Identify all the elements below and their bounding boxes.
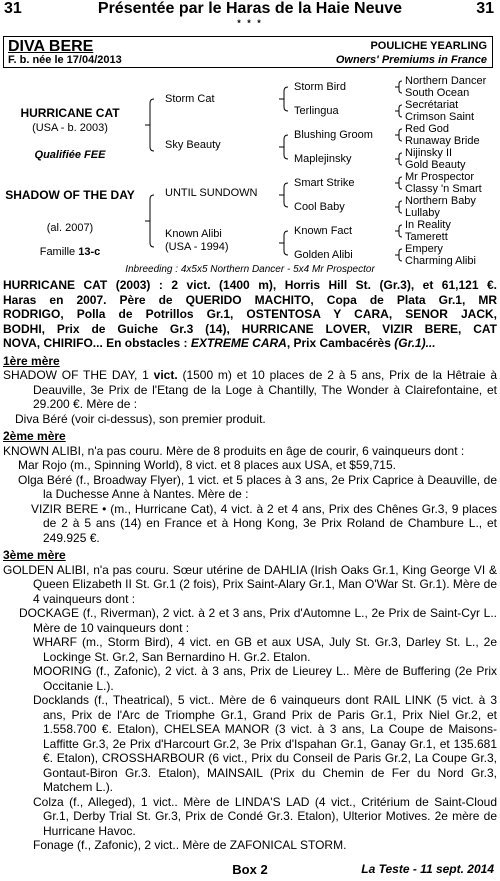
ped-g2-4-info: (USA - 1994) — [165, 241, 229, 253]
dam-1-produce: Diva Béré (voir ci-dessus), son premier produit. — [15, 411, 266, 426]
family-number: 13-c — [78, 246, 101, 258]
dam-name: SHADOW OF THE DAY — [5, 188, 135, 202]
ped-g4-16: Charming Alibi — [405, 255, 476, 267]
dam-info: (al. 2007) — [46, 222, 94, 234]
sire-qualification: Qualifiée FEE — [34, 149, 106, 161]
dam-2-produce-2: Olga Béré (f., Broadway Flyer), 1 vict. et 5 places à 3 ans, 2e Prix Caprice à Deauville, de la Duchesse Anne à Nantes. Mère de : — [18, 472, 497, 501]
ped-g4-12: Lullaby — [405, 207, 440, 219]
ped-g3-7: Known Fact — [294, 225, 353, 237]
dam-1-paragraph: SHADOW OF THE DAY, 1 vict. (1500 m) et 10 places de 2 à 5 ans, Prix de la Hêtraie à Deauville, 3e Prix de l'Etang de la Loge à Chantilly, The Wonder à Clairefontaine, et 29.200 €. Mère de : — [3, 368, 497, 411]
dam-3-paragraph: GOLDEN ALIBI, n'a pas couru. Sœur utérine de DAHLIA (Irish Oaks Gr.1, King George VI & Queen Elizabeth II St. Gr.1 (2 fois), Prix Saint-Alary Gr.1, Man O'War St. Gr.1). Mère de 4 vainqueurs dont : — [3, 562, 497, 606]
ped-g3-4: Maplejinsky — [294, 153, 352, 165]
sire-info: (USA - b. 2003) — [32, 122, 108, 134]
ped-g3-2: Terlingua — [294, 105, 339, 117]
pedigree-table — [0, 70, 500, 266]
sire-name: HURRICANE CAT — [20, 106, 120, 120]
sire-paragraph: HURRICANE CAT (2003) : 2 vict. (1400 m), Horris Hill St. (Gr.3), et 61,121 €. Haras en 2007. Père de QUERIDO MACHITO, Copa de Plata Gr.1, MR RODRIGO, Polla de Potrillos Gr.1, OSTENTOSA Y CARA, SENOR JACK, BODHI, Prix de Guiche Gr.3 (14), HURRICANE LOVER, VIZIR BERE, CAT NOVA, CHIRIFO... En obstacles : EXTREME CARA, Prix Cambacérès (Gr.1)... — [3, 278, 497, 350]
header-stars: * * * — [237, 18, 263, 28]
ped-g4-1: Northern Dancer — [405, 75, 487, 87]
dam-3-produce-4: Docklands (f., Theatrical), 5 vict.. Mère de 6 vainqueurs dont RAIL LINK (5 vict. à 3 ans, Prix de l'Arc de Triomphe Gr.1, Grand Prix de Paris Gr.1, Prix Niel Gr.2, et 1.558.700 €. Etalon), CHELSEA MANOR (3 vict. à 3 ans, La Coupe de Maisons- Laffitte Gr.3, 2e Prix d'Harcourt Gr.2, 3e Prix d'Ispahan Gr.1, Ganay Gr.1, et 135.681 €. Etalon), CROSSHARBOUR (6 vict., Prix du Conseil de Paris Gr.2, La Coupe Gr.3, Gontaut-Biron Gr.3. Etalon), MAINSAIL (Prix du Chemin de Fer du Nord Gr.3, Matchem L.). — [33, 693, 497, 794]
ped-g4-2: South Ocean — [405, 87, 470, 99]
ped-g4-7: Nijinsky II — [405, 147, 453, 159]
ped-g4-9: Mr Prospector — [405, 171, 475, 183]
section-2eme-mere: 2ème mère — [3, 429, 66, 443]
ped-g4-5: Red God — [405, 123, 450, 135]
ped-g4-4: Crimson Saint — [405, 111, 475, 123]
ped-g3-5: Smart Strike — [294, 177, 355, 189]
ped-g4-8: Gold Beauty — [405, 159, 466, 171]
ped-g4-10: Classy 'n Smart — [405, 183, 482, 195]
ped-g4-14: Tamerett — [405, 231, 448, 243]
dam-2-produce-3: VIZIR BERE • (m., Hurricane Cat), 4 vict. à 2 et 4 ans, Prix des Chênes Gr.3, 9 places de 2 à 5 ans (14) en France et à Hong Kong, 3e Prix Roland de Chambure L., et 249.925 €. — [31, 501, 497, 545]
page-header — [0, 0, 500, 18]
family-line: Famille 13-c — [39, 246, 101, 258]
dam-3-produce-3: MOORING (f., Zafonic), 2 vict. à 3 ans, Prix de Lieurey L.. Mère de Buffering (2e Prix Occitanie L.). — [33, 664, 497, 693]
horse-category: POULICHE YEARLING — [370, 40, 487, 52]
ped-g3-1: Storm Bird — [294, 81, 346, 93]
dam-3-produce-2: WHARF (m., Storm Bird), 4 vict. en GB et aux USA, July St. Gr.3, Darley St. L., 2e Lockinge St. Gr.2, San Bernardino H. Gr.2. Etalon. — [33, 635, 497, 664]
dam-2-paragraph: KNOWN ALIBI, n'a pas couru. Mère de 8 produits en âge de courir, 6 vainqueurs dont : — [3, 443, 465, 458]
sale-date: La Teste - 11 sept. 2014 — [361, 862, 494, 876]
section-3eme-mere: 3ème mère — [3, 548, 66, 562]
horse-birth: F. b. née le 17/04/2013 — [8, 54, 122, 66]
ped-g4-3: Secrétariat — [405, 99, 459, 111]
dam-3-produce-6: Fonage (f., Zafonic), 2 vict.. Mère de ZAFONICAL STORM. — [33, 838, 347, 852]
ped-g2-2: Sky Beauty — [165, 139, 221, 151]
dam-3-produce-5: Colza (f., Alleged), 1 vict.. Mère de LINDA'S LAD (4 vict., Critérium de Saint-Cloud Gr.1, Derby Trial St. Gr.3, Prix de Condé Gr.3. Etalon), Ulterior Motives. 2e mère de Hurricane Havoc. — [33, 794, 497, 838]
horse-box — [3, 36, 493, 68]
section-1ere-mere: 1ère mère — [3, 353, 60, 368]
ped-g2-1: Storm Cat — [165, 93, 215, 105]
ped-g4-15: Empery — [405, 243, 443, 255]
inbreeding-note: Inbreeding : 4x5x5 Northern Dancer - 5x4 Mr Prospector — [125, 264, 375, 275]
ped-g3-8: Golden Alibi — [294, 249, 353, 261]
ped-g2-3: UNTIL SUNDOWN — [165, 187, 258, 199]
dam-2-produce-1: Mar Rojo (m., Spinning World), 8 vict. et 8 places aux USA, et $59,715. — [18, 458, 396, 472]
lot-number-right: 31 — [476, 0, 494, 17]
ped-g4-13: In Reality — [405, 219, 451, 231]
horse-name: DIVA BERE — [8, 38, 94, 55]
owners-premiums: Owners' Premiums in France — [335, 54, 487, 66]
consignor-title: Présentée par le Haras de la Haie Neuve — [97, 0, 403, 17]
ped-g4-6: Runaway Bride — [405, 135, 480, 147]
ped-g3-3: Blushing Groom — [294, 129, 373, 141]
ped-g4-11: Northern Baby — [405, 195, 476, 207]
page-footer — [0, 862, 500, 880]
dam-3-produce-1: DOCKAGE (f., Riverman), 2 vict. à 2 et 3 ans, Prix d'Automne L., 2e Prix de Saint-Cyr L.. Mère de 10 vainqueurs dont : — [19, 606, 497, 635]
race-record-text — [3, 278, 497, 853]
box-number: Box 2 — [232, 862, 268, 877]
lot-number-left: 31 — [4, 0, 22, 17]
ped-g2-4: Known Alibi — [165, 228, 222, 240]
ped-g3-6: Cool Baby — [294, 201, 345, 213]
